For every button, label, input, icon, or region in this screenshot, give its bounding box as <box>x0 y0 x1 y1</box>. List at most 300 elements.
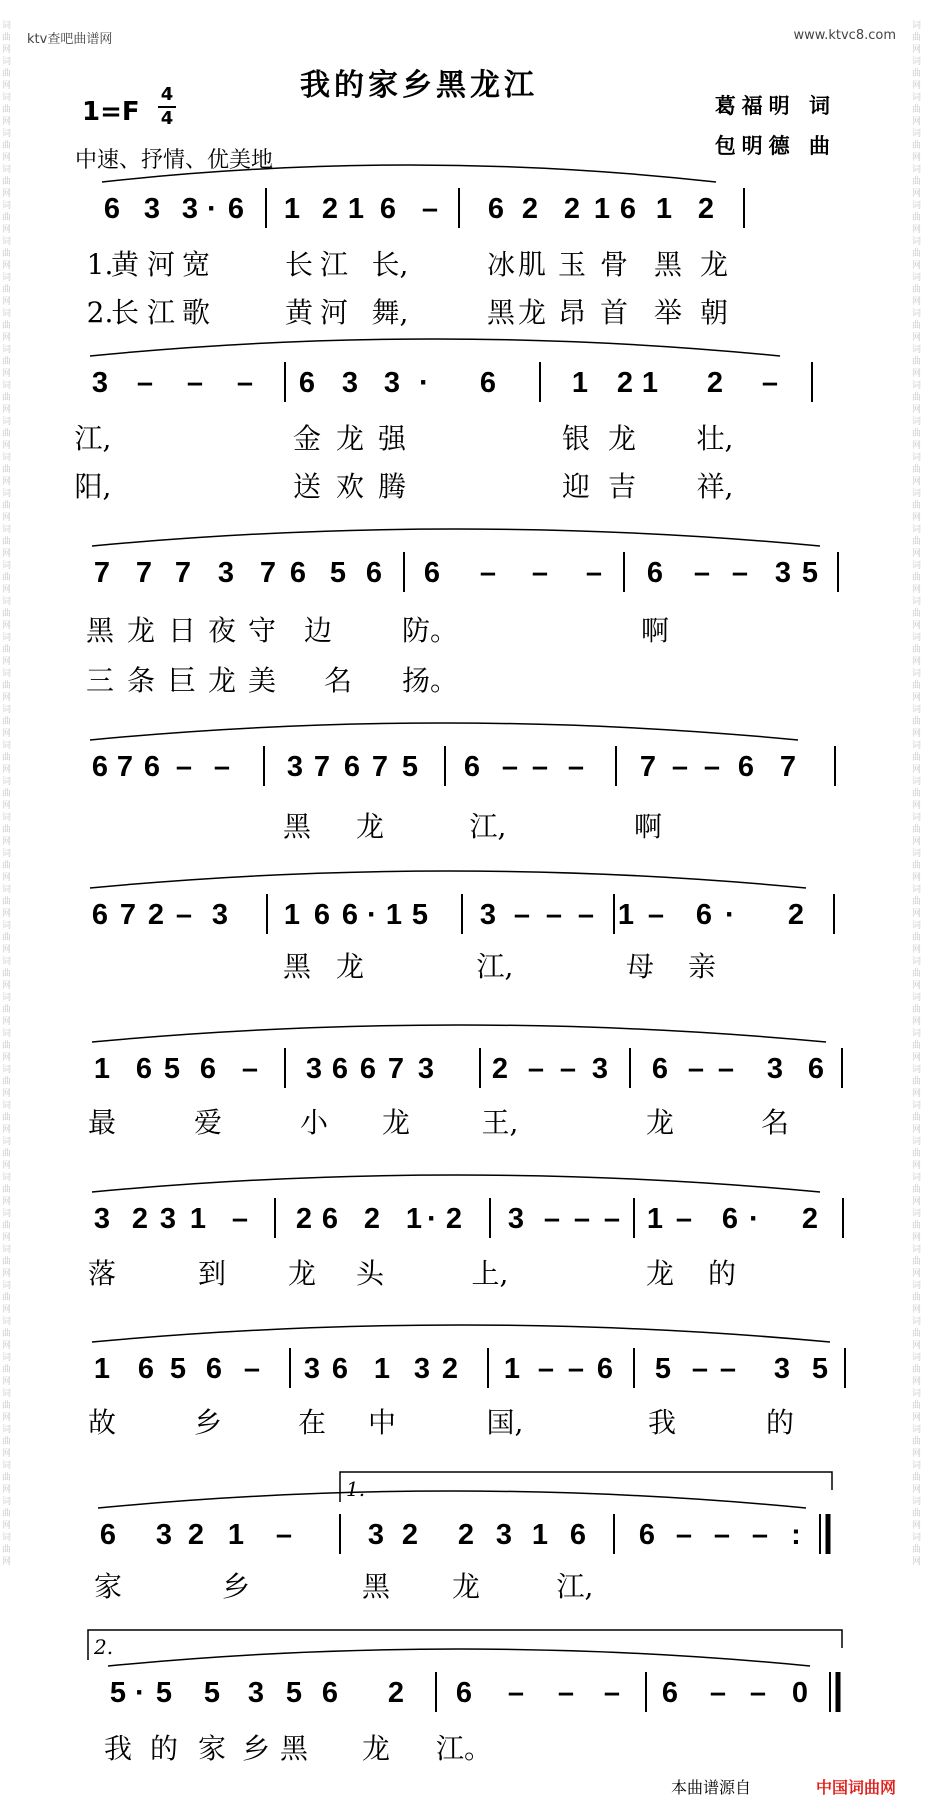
note-digit: 3 <box>367 1519 385 1551</box>
note-digit: : <box>791 1519 801 1551</box>
lyric-syllable: 龙 <box>381 1106 411 1139</box>
note-digit: 1 <box>227 1519 245 1551</box>
sustain-dash: – <box>241 1053 259 1085</box>
note-digit: 6 <box>137 1353 155 1385</box>
sustain-dash: – <box>537 1353 555 1385</box>
sustain-dash: – <box>527 1053 545 1085</box>
lyric-syllable: 爱 <box>193 1106 223 1139</box>
note-digit: 1 <box>617 899 635 931</box>
lyric-syllable: 2. <box>86 296 114 329</box>
lyric-syllable: 我 <box>103 1732 133 1765</box>
note-digit: 2 <box>697 193 715 225</box>
note-digit: 1 <box>283 899 301 931</box>
note-digit: 3 <box>766 1053 784 1085</box>
lyric-syllable: 长 <box>284 248 314 281</box>
phrase-slur <box>90 871 806 888</box>
note-digit: 3 <box>774 557 792 589</box>
phrase-slur <box>92 529 820 546</box>
sustain-dash: – <box>717 1053 735 1085</box>
lyricist-credit: 葛福明 词 <box>714 93 836 118</box>
phrase-slur <box>92 1175 820 1192</box>
note-digit: 1 <box>646 1203 664 1235</box>
lyric-syllable: 吉 <box>607 470 637 503</box>
note-digit: 6 <box>331 1353 349 1385</box>
sustain-dash: – <box>213 751 231 783</box>
sustain-dash: – <box>557 1677 575 1709</box>
phrase-slur <box>90 723 798 740</box>
note-digit: 7 <box>779 751 797 783</box>
note-digit: 6 <box>651 1053 669 1085</box>
lyric-syllable: 夜 <box>207 614 237 647</box>
note-digit: 6 <box>737 751 755 783</box>
lyric-syllable: 迎 <box>561 470 591 503</box>
sustain-dash: – <box>243 1353 261 1385</box>
sustain-dash: – <box>671 751 689 783</box>
lyric-syllable: 龙 <box>645 1106 675 1139</box>
note-digit: 7 <box>93 557 111 589</box>
sustain-dash: – <box>545 899 563 931</box>
note-digit: 6 <box>289 557 307 589</box>
lyric-syllable: 巨 <box>167 664 197 697</box>
lyric-syllable: 龙 <box>287 1257 317 1290</box>
lyric-syllable: 壮, <box>696 422 734 455</box>
note-digit: 5 <box>411 899 429 931</box>
note-digit: 6 <box>321 1203 339 1235</box>
note-digit: 3 <box>495 1519 513 1551</box>
lyric-syllable: 金 <box>292 422 322 455</box>
lyric-syllable: 河 <box>146 248 176 281</box>
source-site-link[interactable]: 中国词曲网 <box>815 1778 896 1797</box>
lyric-syllable: 美 <box>247 664 277 697</box>
tempo-marking: 中速、抒情、优美地 <box>75 148 274 173</box>
sustain-dash: – <box>749 1677 767 1709</box>
note-digit: 3 <box>341 367 359 399</box>
note-digit: 5 <box>801 557 819 589</box>
lyric-syllable: 江, <box>74 422 112 455</box>
note-digit: 1 <box>93 1353 111 1385</box>
sustain-dash: – <box>731 557 749 589</box>
note-digit: 1 <box>531 1519 549 1551</box>
note-digit: 6 <box>331 1053 349 1085</box>
lyric-syllable: 名 <box>760 1106 790 1139</box>
note-digit: 7 <box>135 557 153 589</box>
note-digit: 6 <box>343 751 361 783</box>
lyric-syllable: 欢 <box>335 470 365 503</box>
time-signature-top: 4 <box>160 84 174 105</box>
lyric-syllable: 的 <box>765 1406 795 1439</box>
note-digit: 6 <box>487 193 505 225</box>
lyric-syllable: 朝 <box>699 296 729 329</box>
note-digit: 3 <box>155 1519 173 1551</box>
note-digit: 2 <box>321 193 339 225</box>
note-digit: 2 <box>445 1203 463 1235</box>
lyric-syllable: 昂 <box>557 296 587 329</box>
lyric-syllable: 乡 <box>221 1570 251 1603</box>
lyric-syllable: 黑 <box>361 1570 391 1603</box>
note-digit: 3 <box>773 1353 791 1385</box>
dot-mark: · <box>367 898 377 931</box>
sustain-dash: – <box>647 899 665 931</box>
sustain-dash: – <box>761 367 779 399</box>
lyric-syllable: 龙 <box>126 614 156 647</box>
lyric-syllable: 黄 <box>110 248 140 281</box>
lyric-syllable: 龙 <box>699 248 729 281</box>
lyric-syllable: 江, <box>469 810 507 843</box>
note-digit: 1 <box>655 193 673 225</box>
sustain-dash: – <box>719 1353 737 1385</box>
note-digit: 6 <box>91 751 109 783</box>
note-digit: 2 <box>457 1519 475 1551</box>
note-digit: 3 <box>143 193 161 225</box>
note-digit: 6 <box>807 1053 825 1085</box>
note-digit: 1 <box>593 193 611 225</box>
lyric-syllable: 祥, <box>696 470 734 503</box>
note-digit: 7 <box>387 1053 405 1085</box>
note-digit: 1 <box>189 1203 207 1235</box>
lyric-syllable: 黑 <box>486 296 516 329</box>
note-digit: 6 <box>365 557 383 589</box>
sustain-dash: – <box>675 1203 693 1235</box>
lyric-syllable: 阳, <box>74 470 112 503</box>
note-digit: 2 <box>187 1519 205 1551</box>
note-digit: 6 <box>463 751 481 783</box>
lyric-syllable: 龙 <box>335 422 365 455</box>
lyric-syllable: 强 <box>377 422 407 455</box>
lyric-syllable: 我 <box>647 1406 677 1439</box>
lyric-syllable: 家 <box>93 1570 123 1603</box>
lyric-syllable: 在 <box>297 1406 327 1439</box>
lyric-syllable: 名 <box>323 664 353 697</box>
lyric-syllable: 黑 <box>85 614 115 647</box>
lyric-syllable: 上, <box>471 1257 509 1290</box>
note-digit: 6 <box>341 899 359 931</box>
sustain-dash: – <box>531 557 549 589</box>
note-digit: 6 <box>596 1353 614 1385</box>
note-digit: 2 <box>491 1053 509 1085</box>
sustain-dash: – <box>559 1053 577 1085</box>
sustain-dash: – <box>709 1677 727 1709</box>
lyric-syllable: 骨 <box>599 248 629 281</box>
note-digit: 1 <box>571 367 589 399</box>
note-digit: 2 <box>441 1353 459 1385</box>
sustain-dash: – <box>421 193 439 225</box>
lyric-syllable: 江 <box>319 248 349 281</box>
note-digit: 6 <box>298 367 316 399</box>
sustain-dash: – <box>577 899 595 931</box>
note-digit: 6 <box>479 367 497 399</box>
note-digit: 1 <box>93 1053 111 1085</box>
note-digit: 3 <box>413 1353 431 1385</box>
sustain-dash: – <box>507 1677 525 1709</box>
lyric-syllable: 日 <box>167 614 197 647</box>
sustain-dash: – <box>693 557 711 589</box>
sustain-dash: – <box>136 367 154 399</box>
note-digit: 3 <box>91 367 109 399</box>
note-digit: 2 <box>616 367 634 399</box>
note-digit: 5 <box>155 1677 173 1709</box>
note-digit: 1 <box>373 1353 391 1385</box>
note-digit: 2 <box>563 193 581 225</box>
note-digit: 6 <box>638 1519 656 1551</box>
note-digit: 2 <box>131 1203 149 1235</box>
lyric-syllable: 扬。 <box>401 664 459 697</box>
note-digit: 1 <box>385 899 403 931</box>
note-digit: 3 <box>383 367 401 399</box>
phrase-slur <box>102 165 716 182</box>
sustain-dash: – <box>275 1519 293 1551</box>
lyric-syllable: 龙 <box>361 1732 391 1765</box>
lyric-syllable: 江。 <box>435 1732 493 1765</box>
lyric-syllable: 江, <box>476 950 514 983</box>
note-digit: 6 <box>619 193 637 225</box>
lyric-syllable: 长 <box>110 296 140 329</box>
lyric-syllable: 国, <box>486 1406 524 1439</box>
note-digit: 6 <box>423 557 441 589</box>
lyric-syllable: 三 <box>85 664 115 697</box>
lyric-syllable: 河 <box>319 296 349 329</box>
dot-mark: · <box>725 898 735 931</box>
note-digit: 2 <box>801 1203 819 1235</box>
sustain-dash: – <box>567 751 585 783</box>
note-digit: 3 <box>417 1053 435 1085</box>
note-digit: 6 <box>321 1677 339 1709</box>
sustain-dash: – <box>531 751 549 783</box>
note-digit: 3 <box>286 751 304 783</box>
volta-bracket <box>340 1472 832 1502</box>
lyric-syllable: 冰 <box>486 248 516 281</box>
lyric-syllable: 黑 <box>279 1732 309 1765</box>
note-digit: 6 <box>379 193 397 225</box>
sustain-dash: – <box>751 1519 769 1551</box>
note-digit: 3 <box>303 1353 321 1385</box>
lyric-syllable: 家 <box>197 1732 227 1765</box>
lyric-syllable: 1. <box>86 248 114 281</box>
phrase-slur <box>92 1325 830 1342</box>
note-digit: 6 <box>99 1519 117 1551</box>
composer-credit: 包明德 曲 <box>714 133 836 158</box>
note-digit: 1 <box>283 193 301 225</box>
note-digit: 2 <box>521 193 539 225</box>
dot-mark: · <box>749 1202 759 1235</box>
note-digit: 3 <box>159 1203 177 1235</box>
sustain-dash: – <box>573 1203 591 1235</box>
note-digit: 6 <box>359 1053 377 1085</box>
note-digit: 6 <box>646 557 664 589</box>
source-label: 本曲谱源自 <box>670 1778 751 1797</box>
note-digit: 6 <box>455 1677 473 1709</box>
lyric-syllable: 龙 <box>335 950 365 983</box>
lyric-syllable: 条 <box>126 664 156 697</box>
lyric-syllable: 落 <box>87 1257 117 1290</box>
note-digit: 7 <box>119 899 137 931</box>
time-signature-bottom: 4 <box>158 106 176 130</box>
lyric-syllable: 歌 <box>181 296 211 329</box>
lyric-syllable: 江 <box>146 296 176 329</box>
note-digit: 7 <box>116 751 134 783</box>
lyric-syllable: 中 <box>367 1406 397 1439</box>
note-digit: 6 <box>721 1203 739 1235</box>
note-digit: 3 <box>507 1203 525 1235</box>
lyric-syllable: 宽 <box>181 248 211 281</box>
lyric-syllable: 龙 <box>451 1570 481 1603</box>
note-digit: 6 <box>661 1677 679 1709</box>
lyric-syllable: 龙 <box>517 296 547 329</box>
note-digit: 7 <box>174 557 192 589</box>
lyric-syllable: 亲 <box>687 950 717 983</box>
note-digit: 6 <box>135 1053 153 1085</box>
note-digit: 6 <box>695 899 713 931</box>
lyric-syllable: 小 <box>299 1106 329 1139</box>
lyric-syllable: 边 <box>303 614 333 647</box>
dot-mark: · <box>207 192 217 225</box>
note-digit: 5 <box>329 557 347 589</box>
note-digit: 6 <box>205 1353 223 1385</box>
note-digit: 3 <box>305 1053 323 1085</box>
note-digit: 5 <box>401 751 419 783</box>
lyric-syllable: 的 <box>149 1732 179 1765</box>
dot-mark: · <box>427 1202 437 1235</box>
sustain-dash: – <box>236 367 254 399</box>
lyric-syllable: 王, <box>481 1106 519 1139</box>
note-digit: 3 <box>591 1053 609 1085</box>
left-watermark-strip: 词曲网词曲网词曲网词曲网词曲网词曲网词曲网词曲网词曲网词曲网词曲网词曲网词曲网词曲网词曲网词曲网词曲网词曲网词曲网词曲网词曲网词曲网词曲网词曲网词曲网词曲网词曲网词曲网词曲网词曲网词曲网词曲网词曲网词曲网词曲网词曲网词曲网词曲网词曲网词曲网词曲网词曲网词曲网 <box>2 21 12 1567</box>
note-digit: 5 <box>654 1353 672 1385</box>
lyric-syllable: 乡 <box>193 1406 223 1439</box>
note-digit: 6 <box>569 1519 587 1551</box>
lyric-syllable: 银 <box>561 422 591 455</box>
note-digit: 3 <box>181 193 199 225</box>
sustain-dash: – <box>691 1353 709 1385</box>
note-digit: 3 <box>479 899 497 931</box>
note-digit: 1 <box>405 1203 423 1235</box>
sustain-dash: – <box>675 1519 693 1551</box>
phrase-slur <box>108 1649 810 1666</box>
note-digit: 1 <box>641 367 659 399</box>
lyric-syllable: 肌 <box>517 248 547 281</box>
note-digit: 6 <box>227 193 245 225</box>
song-title: 我的家乡黑龙江 <box>300 68 538 103</box>
note-digit: 1 <box>503 1353 521 1385</box>
note-digit: 5 <box>203 1677 221 1709</box>
note-digit: 6 <box>143 751 161 783</box>
note-digit: 0 <box>791 1677 809 1709</box>
note-digit: 5 <box>163 1053 181 1085</box>
sustain-dash: – <box>231 1203 249 1235</box>
lyric-syllable: 黑 <box>282 810 312 843</box>
sustain-dash: – <box>603 1677 621 1709</box>
lyric-syllable: 腾 <box>377 470 407 503</box>
lyric-syllable: 啊 <box>633 810 663 843</box>
note-digit: 3 <box>93 1203 111 1235</box>
sustain-dash: – <box>703 751 721 783</box>
lyric-syllable: 黑 <box>653 248 683 281</box>
note-digit: 2 <box>147 899 165 931</box>
lyric-syllable: 黄 <box>284 296 314 329</box>
sustain-dash: – <box>175 751 193 783</box>
dot-mark: · <box>135 1676 145 1709</box>
lyric-syllable: 龙 <box>207 664 237 697</box>
note-digit: 1 <box>347 193 365 225</box>
note-digit: 5 <box>109 1677 127 1709</box>
lyric-syllable: 龙 <box>645 1257 675 1290</box>
volta-label: 2. <box>94 1635 114 1659</box>
sustain-dash: – <box>543 1203 561 1235</box>
dot-mark: · <box>419 366 429 399</box>
lyric-syllable: 举 <box>653 296 683 329</box>
note-digit: 2 <box>363 1203 381 1235</box>
note-digit: 2 <box>295 1203 313 1235</box>
sustain-dash: – <box>585 557 603 589</box>
lyric-syllable: 黑 <box>282 950 312 983</box>
note-digit: 7 <box>313 751 331 783</box>
sustain-dash: – <box>513 899 531 931</box>
lyric-syllable: 头 <box>355 1257 385 1290</box>
phrase-slur <box>90 339 780 356</box>
sustain-dash: – <box>603 1203 621 1235</box>
note-digit: 7 <box>639 751 657 783</box>
lyric-syllable: 长, <box>371 248 409 281</box>
sustain-dash: – <box>175 899 193 931</box>
note-digit: 3 <box>217 557 235 589</box>
sustain-dash: – <box>713 1519 731 1551</box>
right-watermark-strip: 词曲网词曲网词曲网词曲网词曲网词曲网词曲网词曲网词曲网词曲网词曲网词曲网词曲网词曲网词曲网词曲网词曲网词曲网词曲网词曲网词曲网词曲网词曲网词曲网词曲网词曲网词曲网词曲网词曲网词曲网词曲网词曲网词曲网词曲网词曲网词曲网词曲网词曲网词曲网词曲网词曲网词曲网词曲网 <box>912 21 922 1567</box>
note-digit: 2 <box>787 899 805 931</box>
note-digit: 6 <box>91 899 109 931</box>
key-signature: 1=F <box>82 97 140 127</box>
lyric-syllable: 玉 <box>557 248 587 281</box>
lyric-syllable: 送 <box>292 470 322 503</box>
note-digit: 3 <box>211 899 229 931</box>
site-url-right[interactable]: www.ktvc8.com <box>793 28 896 43</box>
phrase-slur <box>92 1025 826 1042</box>
volta-label: 1. <box>346 1477 366 1501</box>
lyric-syllable: 守 <box>247 614 277 647</box>
note-digit: 5 <box>169 1353 187 1385</box>
sustain-dash: – <box>186 367 204 399</box>
lyric-syllable: 母 <box>625 950 655 983</box>
sustain-dash: – <box>687 1053 705 1085</box>
lyric-syllable: 啊 <box>640 614 670 647</box>
phrase-slur <box>98 1491 806 1508</box>
note-digit: 6 <box>313 899 331 931</box>
note-digit: 2 <box>387 1677 405 1709</box>
site-name-left[interactable]: ktv查吧曲谱网 <box>27 32 113 47</box>
lyric-syllable: 首 <box>599 296 629 329</box>
sustain-dash: – <box>567 1353 585 1385</box>
lyric-syllable: 防。 <box>401 614 459 647</box>
note-digit: 7 <box>259 557 277 589</box>
lyric-syllable: 到 <box>197 1257 227 1290</box>
lyric-syllable: 江, <box>556 1570 594 1603</box>
note-digit: 3 <box>247 1677 265 1709</box>
note-digit: 6 <box>199 1053 217 1085</box>
lyric-syllable: 龙 <box>607 422 637 455</box>
note-digit: 2 <box>706 367 724 399</box>
lyric-syllable: 的 <box>707 1257 737 1290</box>
lyric-syllable: 最 <box>87 1106 117 1139</box>
volta-bracket <box>88 1630 842 1660</box>
sustain-dash: – <box>501 751 519 783</box>
note-digit: 2 <box>401 1519 419 1551</box>
note-digit: 5 <box>811 1353 829 1385</box>
lyric-syllable: 舞, <box>371 296 409 329</box>
lyric-syllable: 龙 <box>355 810 385 843</box>
lyric-syllable: 故 <box>87 1406 117 1439</box>
note-digit: 6 <box>103 193 121 225</box>
sustain-dash: – <box>479 557 497 589</box>
lyric-syllable: 乡 <box>241 1732 271 1765</box>
note-digit: 7 <box>371 751 389 783</box>
